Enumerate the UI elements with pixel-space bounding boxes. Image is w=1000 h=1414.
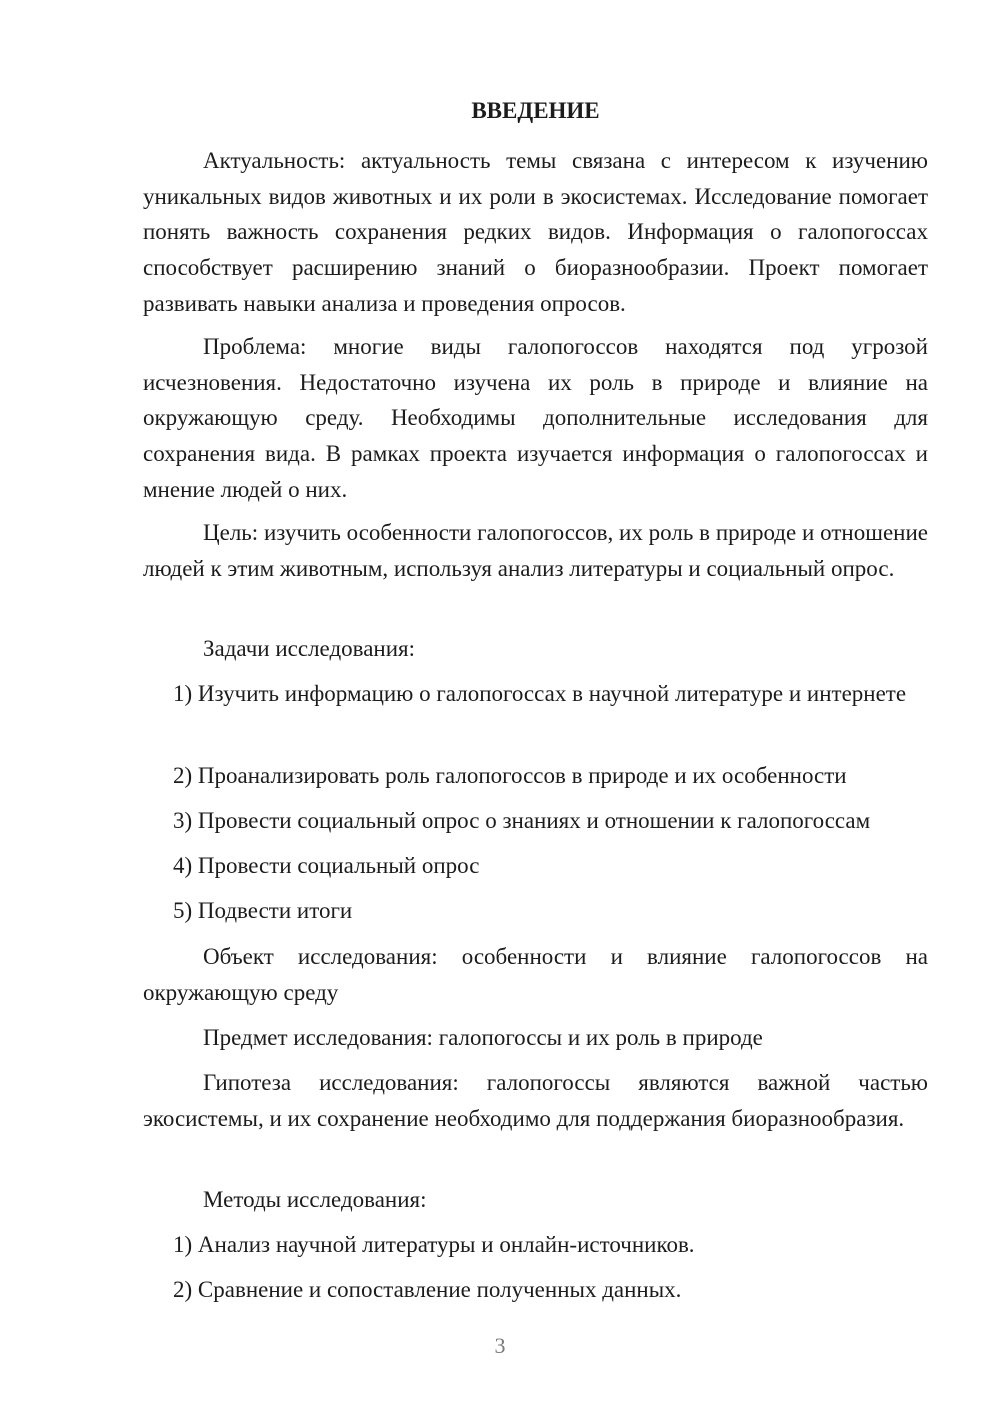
subject-section [143, 1020, 928, 1056]
tasks-heading: Задачи исследования: [203, 636, 416, 661]
problem-paragraph: Проблема: многие виды галопогоссов находятся под угрозой исчезновения. Недостаточно изучена их роль в природе и влияние на окружающую среду. Необходимы дополнительные исследования для сохранения вида. В рамках проекта изучается информация о галопогоссах и мнение людей о них. [143, 334, 928, 502]
task-item-4-block [143, 848, 928, 884]
method-item-1-block [143, 1227, 928, 1263]
methods-heading-block [143, 1182, 928, 1218]
method-item: 1) Анализ научной литературы и онлайн-источников. [173, 1232, 695, 1257]
relevance-section [143, 143, 928, 322]
task-item-1-block [143, 676, 928, 712]
object-paragraph: Объект исследования: особенности и влияние галопогоссов на окружающую среду [143, 944, 928, 1005]
problem-section [143, 329, 928, 508]
task-item: 2) Проанализировать роль галопогоссов в природе и их особенности [173, 763, 847, 788]
task-item-2-block [143, 758, 928, 794]
relevance-paragraph: Актуальность: актуальность темы связана с интересом к изучению уникальных видов животных и их роли в экосистемах. Исследование помогает понять важность сохранения редких видов. Информация о галопогоссах способствует расширению знаний о биоразнообразии. Проект помогает развивать навыки анализа и проведения опросов. [143, 148, 928, 316]
method-item-2-block [143, 1272, 928, 1308]
goal-section [143, 515, 928, 586]
goal-paragraph: Цель: изучить особенности галопогоссов, их роль в природе и отношение людей к этим животным, используя анализ литературы и социальный опрос. [143, 520, 928, 581]
methods-heading: Методы исследования: [203, 1187, 427, 1212]
method-item: 2) Сравнение и сопоставление полученных данных. [173, 1277, 682, 1302]
page-title: ВВЕДЕНИЕ [471, 98, 600, 123]
task-item-5-block [143, 893, 928, 929]
task-item: 3) Провести социальный опрос о знаниях и отношении к галопогоссам [173, 808, 871, 833]
subject-paragraph: Предмет исследования: галопогоссы и их роль в природе [203, 1025, 763, 1050]
task-item-3-block [143, 803, 928, 839]
task-item: 1) Изучить информацию о галопогоссах в научной литературе и интернете [173, 681, 907, 706]
tasks-heading-block [143, 631, 928, 667]
task-item: 4) Провести социальный опрос [173, 853, 480, 878]
hypothesis-section [143, 1065, 928, 1136]
hypothesis-paragraph: Гипотеза исследования: галопогоссы являются важной частью экосистемы, и их сохранение необходимо для поддержания биоразнообразия. [143, 1070, 928, 1131]
object-section [143, 939, 928, 1010]
page-number: 3 [494, 1333, 506, 1358]
task-item: 5) Подвести итоги [173, 898, 353, 923]
